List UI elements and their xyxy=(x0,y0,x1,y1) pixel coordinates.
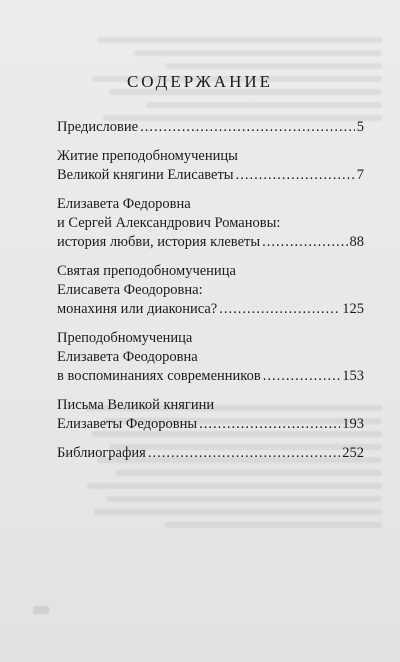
toc-entry xyxy=(57,195,364,252)
dot-leader xyxy=(263,367,341,386)
toc-page-number: 252 xyxy=(342,445,364,461)
bleed-through-page-number xyxy=(33,606,49,614)
dot-leader xyxy=(262,233,347,252)
toc-entry-title-line: Елизавета Федоровна xyxy=(57,196,191,212)
toc-entry-title-line: Библиография xyxy=(57,445,146,461)
toc-entry-title-line: Елизаветы Федоровны xyxy=(57,416,198,432)
toc-entry xyxy=(57,444,364,463)
toc-entry-title-line: и Сергей Александрович Романовы: xyxy=(57,215,281,231)
toc-entry xyxy=(57,147,364,185)
toc-entry-title-line: Елисавета Феодоровна: xyxy=(57,282,203,298)
toc-entry-title-line: Елизавета Феодоровна xyxy=(57,349,198,365)
dot-leader xyxy=(236,166,355,185)
page-title: СОДЕРЖАНИЕ xyxy=(126,72,274,91)
dot-leader xyxy=(148,444,340,463)
toc-entry-title-line: Преподобномученица xyxy=(57,330,193,346)
toc-page-number: 153 xyxy=(342,368,364,384)
toc-entry xyxy=(57,118,364,137)
toc-entry xyxy=(57,329,364,386)
toc-page-number: 88 xyxy=(349,234,364,250)
toc-entry-title-line: в воспоминаниях современников xyxy=(57,368,261,384)
toc-page-number: 125 xyxy=(342,301,364,317)
toc-page-number: 7 xyxy=(356,167,364,183)
dot-leader xyxy=(199,415,340,434)
toc-entry xyxy=(57,262,364,319)
toc-entry xyxy=(57,396,364,434)
table-of-contents xyxy=(57,118,364,473)
toc-entry-title-line: Великой княгини Елисаветы xyxy=(57,167,234,183)
toc-entry-title-line: Святая преподобномученица xyxy=(57,263,236,279)
toc-entry-title-line: монахиня или диакониса? xyxy=(57,301,218,317)
dot-leader xyxy=(140,118,355,137)
toc-entry-title-line: Житие преподобномученицы xyxy=(57,148,238,164)
toc-entry-title-line: Письма Великой княгини xyxy=(57,397,215,413)
toc-page-number: 5 xyxy=(356,119,364,135)
toc-entry-title-line: история любви, история клеветы xyxy=(57,234,261,250)
toc-entry-title-line: Предисловие xyxy=(57,119,139,135)
toc-page-number: 193 xyxy=(342,416,364,432)
dot-leader xyxy=(219,300,340,319)
